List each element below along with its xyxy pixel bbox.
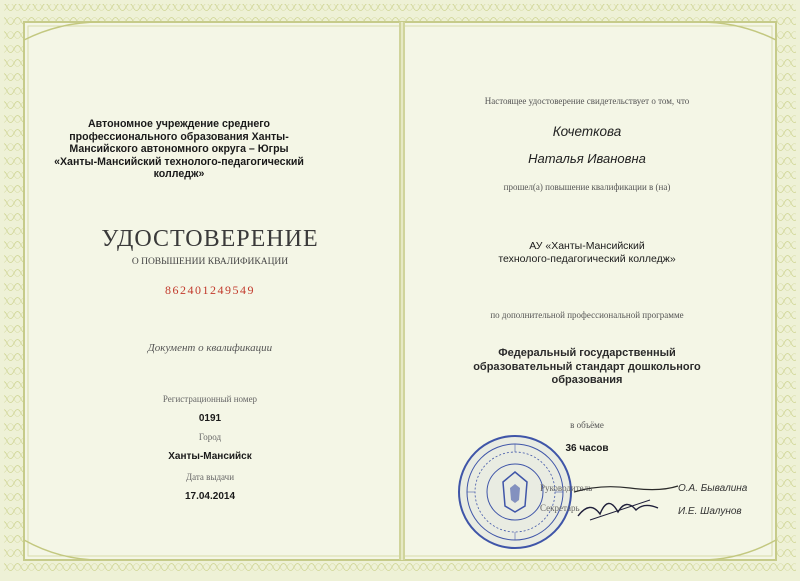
program-line-3: образования: [551, 374, 623, 386]
city-label: Город: [198, 432, 222, 442]
issue-date-label: Дата выдачи: [185, 472, 235, 482]
program-title: [442, 347, 732, 388]
passed-text: прошел(а) повышение квалификации в (на): [503, 182, 671, 192]
issuer-organization: Автономное учреждение среднего профессионального образования Ханты-Мансийского автономного округа – Югры «Ханты-Мансийский технолого-педагогический колледж»: [54, 118, 304, 180]
certificate-intro: Настоящее удостоверение свидетельствует о том, что: [484, 96, 690, 106]
issue-date: 17.04.2014: [184, 491, 236, 502]
city-value: Ханты-Мансийск: [168, 451, 252, 462]
signature-icon: [570, 480, 680, 526]
secretary-name: И.Е. Шалунов: [678, 506, 742, 517]
registration-number: 0191: [198, 413, 222, 424]
registration-label: Регистрационный номер: [162, 394, 258, 404]
document-type: Документ о квалификации: [147, 342, 273, 354]
training-organization: [442, 240, 732, 266]
signature-role-secretary: Секретарь: [540, 503, 580, 513]
volume-label: в объёме: [570, 420, 604, 430]
org-line-1: АУ «Ханты-Мансийский: [529, 240, 645, 252]
org-line-2: технолого-педагогический колледж»: [498, 253, 676, 265]
serial-number: 862401249549: [165, 283, 255, 297]
certificate-title: УДОСТОВЕРЕНИЕ: [101, 226, 319, 252]
holder-surname: Кочеткова: [552, 124, 622, 139]
volume-hours: 36 часов: [565, 443, 609, 454]
director-name: О.А. Бывалина: [678, 483, 748, 494]
signature-role-director: Руководитель: [540, 483, 593, 493]
certificate-subtitle: О ПОВЫШЕНИИ КВАЛИФИКАЦИИ: [131, 257, 289, 267]
program-line-1: Федеральный государственный: [498, 347, 676, 359]
program-line-2: образовательный стандарт дошкольного: [473, 360, 701, 373]
program-label: по дополнительной профессиональной программе: [490, 310, 684, 320]
holder-name: Наталья Ивановна: [528, 151, 646, 166]
